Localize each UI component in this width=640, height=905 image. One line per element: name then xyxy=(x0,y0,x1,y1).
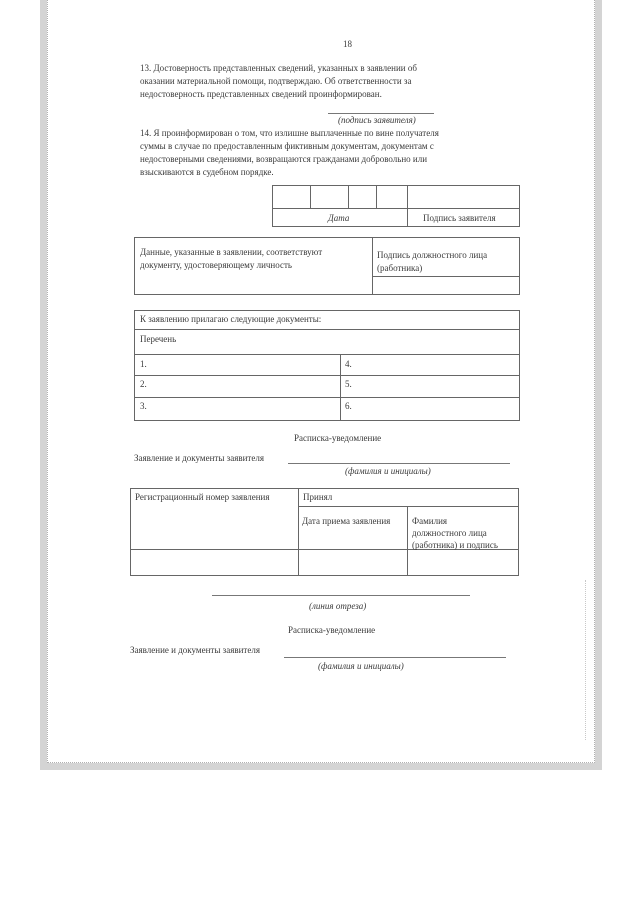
receipt2-text: Заявление и документы заявителя xyxy=(130,645,260,655)
identity-left-line2: документу, удостоверяющему личность xyxy=(140,260,293,270)
identity-left-line1: Данные, указанные в заявлении, соответствуют xyxy=(140,247,323,257)
date-cell-divider-3 xyxy=(376,186,377,208)
documents-header: К заявлению прилагаю следующие документы: xyxy=(140,314,322,324)
date-signature-divider xyxy=(407,186,408,226)
margin-dots xyxy=(585,580,586,740)
item14-line3: недостоверными сведениями, возвращаются гражданами добровольно или xyxy=(140,154,428,164)
official-line1: Фамилия xyxy=(412,516,448,526)
identity-table-divider xyxy=(372,238,373,294)
document-row-2-right: 5. xyxy=(345,379,352,389)
date-table-divider xyxy=(273,208,519,209)
receipt2-caption: (фамилия и инициалы) xyxy=(318,661,404,671)
documents-divider-4 xyxy=(135,397,519,398)
document-row-3-left: 3. xyxy=(140,401,147,411)
item14-line4: взыскиваются в судебном порядке. xyxy=(140,167,274,177)
cut-line-caption: (линия отреза) xyxy=(309,601,367,611)
registration-divider-2 xyxy=(298,506,518,507)
documents-divider-3 xyxy=(135,375,519,376)
item13-line1: 13. Достоверность представленных сведений, указанных в заявлении об xyxy=(140,63,417,73)
registration-number-label: Регистрационный номер заявления xyxy=(135,492,270,502)
document-row-2-left: 2. xyxy=(140,379,147,389)
official-line3: (работника) и подпись xyxy=(412,540,498,550)
documents-table xyxy=(134,310,520,421)
date-label: Дата xyxy=(328,213,350,223)
applicant-signature-label: Подпись заявителя xyxy=(423,213,496,223)
receipt1-name-line xyxy=(288,463,510,464)
acceptance-date-label: Дата приема заявления xyxy=(302,516,391,526)
date-cell-divider-2 xyxy=(348,186,349,208)
official-line2: должностного лица xyxy=(412,528,487,538)
item13-signature-caption: (подпись заявителя) xyxy=(338,115,416,125)
item13-line2: оказании материальной помощи, подтверждаю. Об ответственности за xyxy=(140,76,412,86)
identity-signature-line xyxy=(372,276,519,277)
cut-line xyxy=(212,595,470,596)
date-cell-divider-1 xyxy=(310,186,311,208)
receipt2-title: Расписка-уведомление xyxy=(288,625,376,635)
date-signature-table xyxy=(272,185,520,227)
receipt1-title: Расписка-уведомление xyxy=(294,433,382,443)
identity-table xyxy=(134,237,520,295)
registration-divider-1 xyxy=(298,489,299,575)
documents-divider-2 xyxy=(135,354,519,355)
receipt1-text: Заявление и документы заявителя xyxy=(134,453,264,463)
item13-line3: недостоверность представленных сведений проинформирован. xyxy=(140,89,382,99)
registration-table xyxy=(130,488,519,576)
document-row-1-left: 1. xyxy=(140,359,147,369)
document-row-3-right: 6. xyxy=(345,401,352,411)
page-number: 18 xyxy=(343,39,352,49)
identity-right-line1: Подпись должностного лица xyxy=(377,250,488,260)
registration-divider-3 xyxy=(407,506,408,575)
documents-column-divider xyxy=(340,354,341,420)
receipt1-caption: (фамилия и инициалы) xyxy=(345,466,431,476)
item14-line1: 14. Я проинформирован о том, что излишне выплаченные по вине получателя xyxy=(140,128,439,138)
receipt2-name-line xyxy=(284,657,506,658)
accepted-by-label: Принял xyxy=(303,492,333,502)
documents-list-label: Перечень xyxy=(140,334,177,344)
documents-divider-1 xyxy=(135,329,519,330)
document-row-1-right: 4. xyxy=(345,359,352,369)
item14-line2: суммы в случае по предоставленным фиктивным документам, документам с xyxy=(140,141,434,151)
identity-right-line2: (работника) xyxy=(377,263,423,273)
